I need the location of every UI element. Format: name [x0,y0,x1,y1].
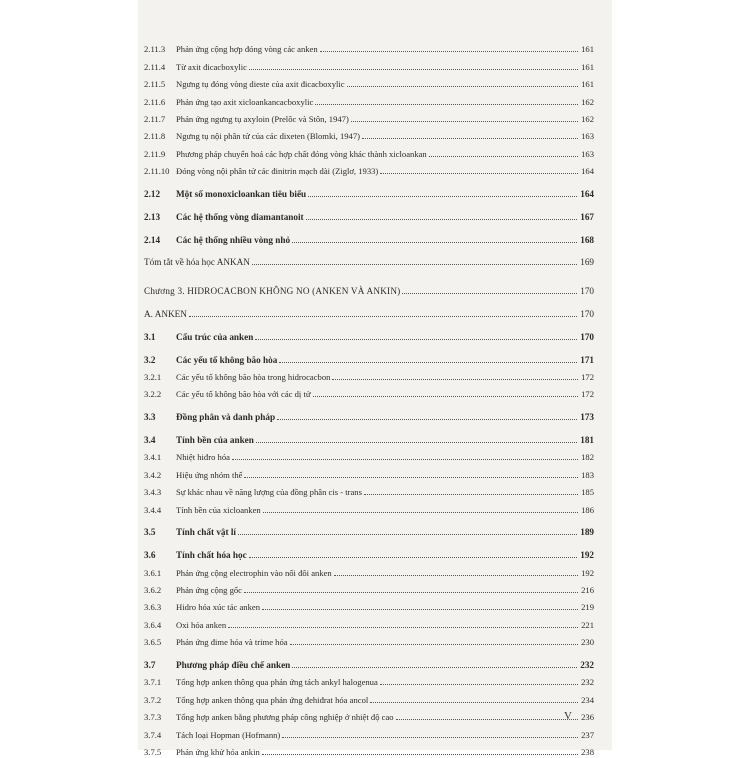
toc-entry [144,366,594,383]
dot-leader [263,512,578,513]
toc-entry [144,671,594,688]
toc-entry-page: 161 [581,44,594,55]
toc-entry-page: 181 [580,435,594,446]
toc-entry [144,73,594,90]
toc-entry-page: 192 [581,567,594,578]
dot-leader [232,459,578,460]
dot-leader [308,196,577,197]
dot-leader [306,219,578,220]
toc-entry-title: Ngưng tụ đóng vòng dieste của axit đicacboxylic [176,79,345,90]
dot-leader [362,138,578,139]
toc-entry-number: 3.7.3 [144,712,162,723]
toc-entry-page: 163 [581,131,594,142]
dot-leader [255,339,577,340]
toc-entry-number: 2.11.9 [144,148,166,159]
toc-entry-page: 164 [581,166,594,177]
dot-leader [364,494,578,495]
toc-entry-page: 172 [581,372,594,383]
toc-entry-page: 171 [580,354,594,365]
dot-leader [380,173,578,174]
toc-entry-number: 2.11.6 [144,96,166,107]
dot-leader [282,737,578,738]
toc-entry-title: Phản ứng cộng electrophin vào nối đôi anken [176,567,332,578]
toc-entry-number: 3.6.4 [144,619,162,630]
toc-entry-page: 221 [581,619,594,630]
toc-entry [144,446,594,463]
toc-entry [144,297,594,320]
toc-entry-number: 3.7.5 [144,746,162,757]
toc-entry-page: 162 [581,113,594,124]
toc-entry-number: 3.2 [144,354,156,365]
dot-leader [370,702,578,703]
toc-entry-page: 189 [580,527,594,538]
dot-leader [249,557,578,558]
toc-entry [144,90,594,107]
toc-entry-title: Oxi hóa anken [176,619,227,630]
toc-entry [144,400,594,423]
toc-entry-page: 183 [581,469,594,480]
toc-entry-number: 2.11.10 [144,166,170,177]
toc-entry [144,383,594,400]
dot-leader [402,293,577,294]
dot-leader [292,242,577,243]
toc-entry-page: 232 [581,677,594,688]
toc-entry [144,177,594,200]
toc-entry-page: 170 [580,309,594,320]
toc-entry-number: 2.12 [144,188,161,199]
table-of-contents [144,38,594,758]
toc-entry-number: 3.6 [144,550,156,561]
toc-entry [144,320,594,343]
toc-entry-title: Nhiệt hiđro hóa [176,452,230,463]
dot-leader [277,419,577,420]
dot-leader [351,121,578,122]
toc-entry-page: 170 [580,286,594,297]
toc-entry-title: Phản ứng khử hóa ankin [176,746,260,757]
dot-leader [332,379,578,380]
toc-entry-title: Từ axit đicacboxylic [176,61,247,72]
toc-entry [144,688,594,705]
toc-entry-page: 167 [580,211,594,222]
toc-entry-title: Cấu trúc của anken [176,331,254,342]
dot-leader [238,534,577,535]
toc-entry [144,741,594,758]
toc-entry [144,538,594,561]
toc-entry [144,596,594,613]
dot-leader [244,592,578,593]
toc-entry-page: 170 [580,331,594,342]
toc-entry-title: Một số monoxicloankan tiêu biểu [176,188,307,199]
toc-entry [144,648,594,671]
toc-entry-number: 3.5 [144,527,156,538]
dot-leader [244,477,578,478]
toc-entry-page: 216 [581,585,594,596]
toc-entry-number: 2.13 [144,211,161,222]
toc-entry-page: 163 [581,148,594,159]
toc-entry [144,631,594,648]
toc-entry-title: Các yếu tố không bão hòa [176,354,278,365]
toc-entry-number: 2.11.8 [144,131,166,142]
toc-entry-title: Phản ứng tạo axit xicloankancacboxylic [176,96,314,107]
toc-entry-title: Tổng hợp anken thông qua phản ứng đehiđrat hóa ancol [176,694,369,705]
toc-entry [144,423,594,446]
toc-entry-number: 3.4 [144,435,156,446]
toc-entry-title: Tính bền của xicloanken [176,504,261,515]
toc-entry-page: 238 [581,746,594,757]
toc-entry-page: 161 [581,61,594,72]
toc-entry-title: Phản ứng cộng gốc [176,585,242,596]
toc-entry-number: 3.2.2 [144,389,162,400]
toc-entry-title: Đồng phân và danh pháp [176,412,276,423]
toc-entry-title: Chương 3. HIDROCACBON KHÔNG NO (ANKEN VÀ ANKIN) [144,286,401,297]
toc-entry [144,613,594,630]
toc-entry-page: 172 [581,389,594,400]
toc-entry-number: 3.3 [144,412,156,423]
toc-entry-title: Ngưng tụ nội phân tử của các dixeten (Blomki, 1947) [176,131,361,142]
toc-entry [144,561,594,578]
toc-entry-number: 2.11.5 [144,79,166,90]
dot-leader [429,156,578,157]
toc-entry-page: 186 [581,504,594,515]
toc-entry [144,343,594,366]
toc-entry [144,200,594,223]
toc-entry-number: 3.4.3 [144,487,162,498]
toc-entry-title: Sự khác nhau về năng lượng của đồng phân cis - trans [176,487,362,498]
toc-entry-title: Các yếu tố không bão hòa trong hidrocacbon [176,372,331,383]
toc-entry-title: Các yếu tố không bão hòa với các dị tử [176,389,311,400]
toc-entry [144,268,594,297]
toc-entry [144,481,594,498]
toc-entry-number: 3.6.5 [144,637,162,648]
toc-entry-title: Tính chất hóa học [176,550,247,561]
toc-entry-number: 2.11.3 [144,44,166,55]
toc-entry [144,579,594,596]
toc-entry-number: 3.7.4 [144,729,162,740]
toc-entry-page: 182 [581,452,594,463]
toc-entry-title: Các hệ thống vòng diamantanoit [176,211,304,222]
toc-entry-title: Đóng vòng nội phân tử các đinitrin mạch dài (Ziglơ, 1933) [176,166,379,177]
toc-entry-title: A. ANKEN [144,309,187,320]
toc-entry-title: Phản ứng ngưng tụ axyloin (Prelôc và Stôn, 1947) [176,113,349,124]
toc-entry-title: Tính chất vật lí [176,527,236,538]
toc-entry-number: 3.6.1 [144,567,162,578]
dot-leader [252,264,577,265]
toc-entry-title: Tính bền của anken [176,435,254,446]
toc-entry-title: Hiệu ứng nhóm thế [176,469,243,480]
toc-entry-number: 3.6.2 [144,585,162,596]
toc-entry [144,38,594,55]
toc-entry-page: 219 [581,602,594,613]
dot-leader [320,51,578,52]
toc-entry-number: 3.7.2 [144,694,162,705]
toc-entry-title: Phương pháp chuyển hoá các hợp chất đóng vòng khác thành xicloankan [176,148,427,159]
toc-entry [144,706,594,723]
toc-entry-title: Các hệ thống nhiều vòng nhỏ [176,234,291,245]
dot-leader [256,442,577,443]
dot-leader [292,667,577,668]
dot-leader [249,69,578,70]
toc-entry-page: 232 [580,659,594,670]
dot-leader [347,86,578,87]
toc-entry-number: 3.2.1 [144,372,162,383]
toc-entry-title: Hidro hóa xúc tác anken [176,602,260,613]
toc-entry-page: 234 [581,694,594,705]
book-page [138,0,612,757]
toc-entry-title: Phản ứng đime hóa và trime hóa [176,637,288,648]
toc-entry [144,142,594,159]
toc-entry-page: 162 [581,96,594,107]
dot-leader [290,644,579,645]
toc-entry-number: 3.1 [144,331,156,342]
dot-leader [380,684,578,685]
toc-entry-page: 236 [581,712,594,723]
toc-entry-title: Tổng hợp anken bằng phương pháp công nghiệp ở nhiệt độ cao [176,712,394,723]
dot-leader [334,575,578,576]
toc-entry [144,246,594,269]
toc-entry-title: Tóm tắt về hóa học ANKAN [144,257,250,268]
toc-entry-page: 168 [580,234,594,245]
dot-leader [315,104,578,105]
toc-entry-page: 237 [581,729,594,740]
toc-entry-page: 192 [580,550,594,561]
dot-leader [262,754,578,755]
toc-entry-page: 173 [580,412,594,423]
toc-entry [144,125,594,142]
toc-entry [144,723,594,740]
toc-entry [144,223,594,246]
dot-leader [396,719,579,720]
toc-entry-number: 2.14 [144,234,161,245]
dot-leader [228,627,578,628]
toc-entry-title: Tách loại Hopman (Hofmann) [176,729,281,740]
toc-entry-page: 230 [581,637,594,648]
toc-entry [144,108,594,125]
toc-entry-number: 3.4.1 [144,452,162,463]
toc-entry [144,463,594,480]
toc-entry-number: 3.4.4 [144,504,162,515]
dot-leader [189,316,577,317]
toc-entry-title: Phương pháp điều chế anken [176,659,291,670]
toc-entry-page: 185 [581,487,594,498]
toc-entry-page: 169 [580,257,594,268]
toc-entry-number: 3.7 [144,659,156,670]
toc-entry [144,55,594,72]
toc-entry-page: 161 [581,79,594,90]
dot-leader [262,609,578,610]
toc-entry-number: 3.4.2 [144,469,162,480]
toc-entry-number: 2.11.7 [144,113,166,124]
toc-entry [144,498,594,515]
toc-entry-number: 2.11.4 [144,61,166,72]
page-folio: V [564,710,572,722]
toc-entry-number: 3.6.3 [144,602,162,613]
toc-entry-number: 3.7.1 [144,677,162,688]
dot-leader [313,396,579,397]
dot-leader [279,362,577,363]
toc-entry [144,516,594,539]
toc-entry-title: Tổng hợp anken thông qua phản ứng tách ankyl halogenua [176,677,378,688]
toc-entry-page: 164 [580,188,594,199]
toc-entry-title: Phản ứng cộng hợp đóng vòng các anken [176,44,318,55]
toc-entry [144,160,594,177]
